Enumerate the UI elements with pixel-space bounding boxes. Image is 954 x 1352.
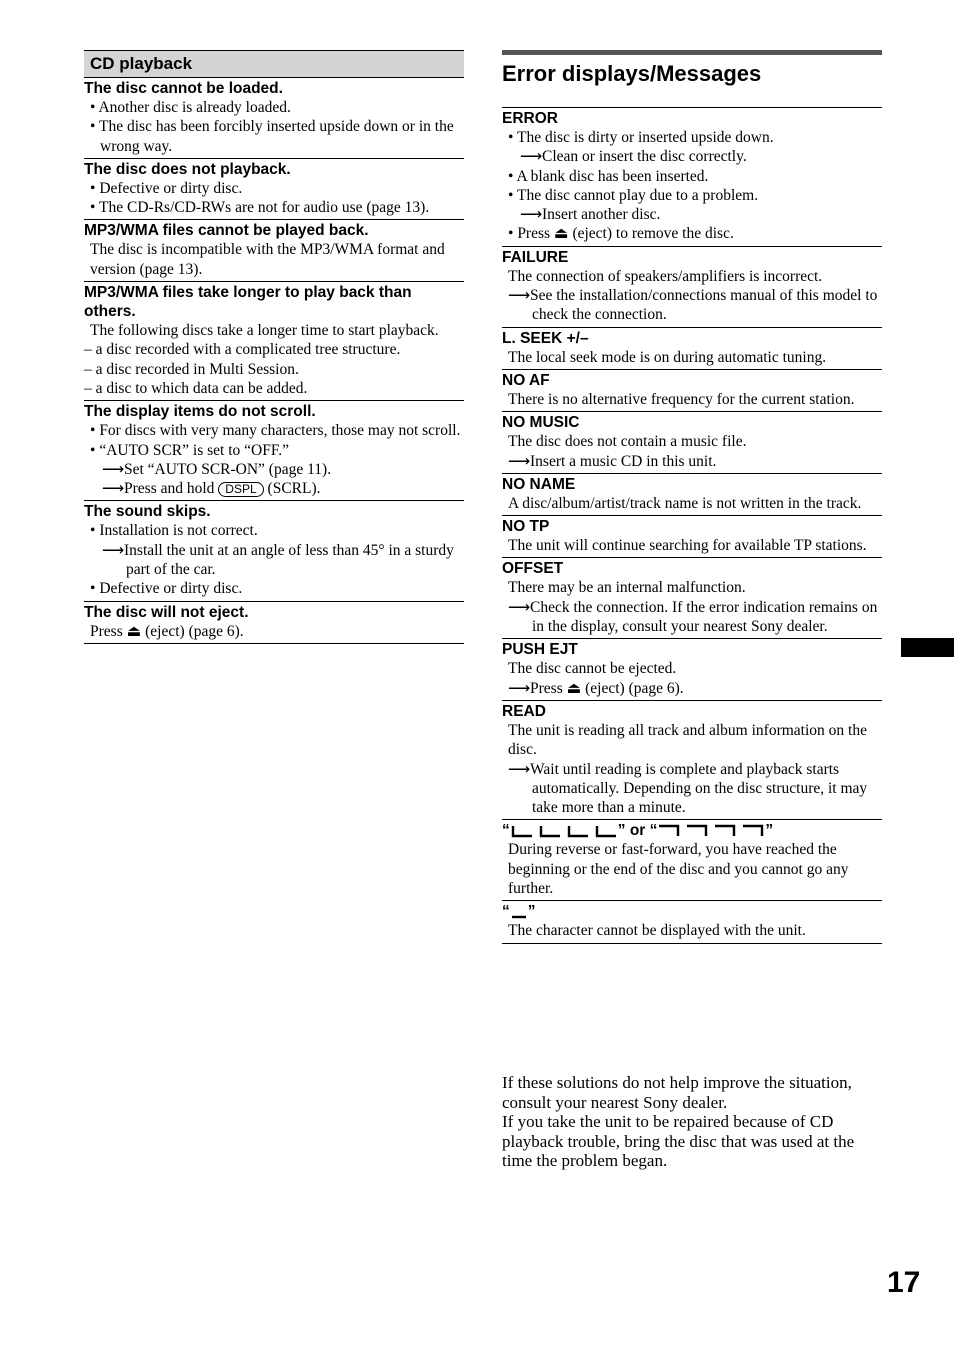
eject-icon: ⏏ <box>566 679 582 697</box>
arrow-item: ⟶Insert another disc. <box>520 206 661 224</box>
msg-text: The unit will continue searching for available TP stations. <box>508 537 867 555</box>
bullet: • For discs with very many characters, those may not scroll. <box>90 422 461 440</box>
msg-error <box>502 108 882 247</box>
side-tab-marker <box>901 638 954 657</box>
arrow-item: ⟶Set “AUTO SCR-ON” (page 11). <box>102 460 332 478</box>
underscore-segment-icon <box>510 905 528 919</box>
arrow-item: ⟶Install the unit at an angle of less than 45° in a sturdy part of the car. <box>102 541 454 579</box>
bullet: • The CD-Rs/CD-RWs are not for audio use (page 13). <box>90 199 430 217</box>
entry-text: Press ⏏ (eject) (page 6). <box>90 622 244 640</box>
msg-no-tp <box>502 516 882 558</box>
msg-text: There is no alternative frequency for the current station. <box>508 390 855 408</box>
bullet: • The disc has been forcibly inserted upside down or in the wrong way. <box>90 118 454 155</box>
footer-note <box>502 1073 887 1171</box>
arrow-item: ⟶Check the connection. If the error indication remains on in the display, consult your nearest Sony dealer. <box>508 598 878 636</box>
arrow-icon: ⟶ <box>102 541 125 559</box>
lower-segments-icon <box>510 824 618 838</box>
bullet: • The disc is dirty or inserted upside down. <box>508 129 774 146</box>
msg-text: The connection of speakers/amplifiers is incorrect. <box>508 267 823 285</box>
arrow-item: ⟶See the installation/connections manual of this model to check the connection. <box>508 287 878 324</box>
msg-no-name <box>502 474 882 516</box>
footer-paragraph: If you take the unit to be repaired because of CD playback trouble, bring the disc that was used at the time the problem began. <box>502 1112 855 1170</box>
msg-title: NO AF <box>502 371 550 389</box>
arrow-item: ⟶Press and hold DSPL (SCRL). <box>102 480 321 498</box>
entry-title: The disc does not playback. <box>84 160 291 178</box>
entry-title: MP3/WMA files take longer to play back than others. <box>84 284 412 321</box>
bullet: • A blank disc has been inserted. <box>508 167 709 185</box>
dspl-button-icon: DSPL <box>218 482 263 497</box>
msg-text: During reverse or fast-forward, you have reached the beginning or the end of the disc and you cannot go any further. <box>508 841 849 898</box>
title-rule <box>502 50 882 55</box>
bullet: • Defective or dirty disc. <box>90 179 243 197</box>
msg-title: NO MUSIC <box>502 414 580 432</box>
arrow-icon: ⟶ <box>520 148 543 166</box>
entry-disc-cannot-load <box>84 78 464 159</box>
msg-text: The character cannot be displayed with the unit. <box>508 922 806 940</box>
entry-text: The disc is incompatible with the MP3/WMA format and version (page 13). <box>90 241 445 278</box>
msg-title: ERROR <box>502 110 558 127</box>
arrow-icon: ⟶ <box>508 598 531 616</box>
msg-lseek <box>502 328 882 370</box>
cd-playback-column <box>84 50 464 644</box>
dash-item: – a disc recorded with a complicated tree structure. <box>84 341 401 359</box>
msg-no-music <box>502 412 882 474</box>
msg-title: L. SEEK +/– <box>502 329 589 347</box>
entry-title: MP3/WMA files cannot be played back. <box>84 222 369 240</box>
msg-title: NO NAME <box>502 475 576 493</box>
arrow-item: ⟶Wait until reading is complete and playback starts automatically. Depending on the disc structure, it may take more than a minute. <box>508 760 868 817</box>
msg-text: The local seek mode is on during automatic tuning. <box>508 348 827 366</box>
entry-mp3-cannot-play <box>84 220 464 282</box>
page-title: Error displays/Messages <box>502 60 882 108</box>
msg-push-ejt <box>502 639 882 701</box>
entry-sound-skips <box>84 501 464 601</box>
arrow-icon: ⟶ <box>102 460 125 478</box>
arrow-icon: ⟶ <box>508 760 531 778</box>
msg-offset <box>502 558 882 639</box>
msg-underscore <box>502 901 882 943</box>
page-number: 17 <box>887 1266 921 1299</box>
entry-no-eject <box>84 602 464 644</box>
arrow-item: ⟶Clean or insert the disc correctly. <box>520 148 747 166</box>
msg-title: READ <box>502 702 546 720</box>
bullet: • The disc cannot play due to a problem. <box>508 186 759 204</box>
dash-item: – a disc recorded in Multi Session. <box>84 360 299 378</box>
arrow-icon: ⟶ <box>508 679 531 697</box>
arrow-icon: ⟶ <box>508 452 531 470</box>
error-messages-column <box>502 50 882 944</box>
entry-title: The display items do not scroll. <box>84 403 316 421</box>
arrow-icon: ⟶ <box>508 287 531 305</box>
msg-text: There may be an internal malfunction. <box>508 579 746 597</box>
bullet: • Installation is not correct. <box>90 522 258 540</box>
msg-title: OFFSET <box>502 560 564 578</box>
section-title-cd-playback: CD playback <box>84 50 464 78</box>
msg-title: FAILURE <box>502 248 569 266</box>
msg-text: The disc cannot be ejected. <box>508 660 677 678</box>
bullet: • “AUTO SCR” is set to “OFF.” <box>90 441 289 459</box>
eject-icon: ⏏ <box>553 225 569 243</box>
arrow-item: ⟶Insert a music CD in this unit. <box>508 452 717 470</box>
msg-failure <box>502 247 882 328</box>
entry-title: The disc will not eject. <box>84 603 249 621</box>
entry-disc-no-playback <box>84 159 464 221</box>
msg-text: A disc/album/artist/track name is not written in the track. <box>508 494 862 512</box>
msg-read <box>502 701 882 820</box>
msg-no-af <box>502 370 882 412</box>
entry-title: The disc cannot be loaded. <box>84 80 283 97</box>
footer-paragraph: If these solutions do not help improve the situation, consult your nearest Sony dealer. <box>502 1073 852 1112</box>
msg-text: The disc does not contain a music file. <box>508 433 747 451</box>
eject-icon: ⏏ <box>126 622 142 640</box>
arrow-item: ⟶Press ⏏ (eject) (page 6). <box>508 679 684 697</box>
msg-title: NO TP <box>502 518 550 536</box>
arrow-icon: ⟶ <box>520 206 543 224</box>
dash-item: – a disc to which data can be added. <box>84 379 308 397</box>
entry-mp3-longer <box>84 282 464 401</box>
msg-title: PUSH EJT <box>502 641 578 659</box>
entry-text: The following discs take a longer time to start playback. <box>90 322 439 340</box>
bullet: • Defective or dirty disc. <box>90 580 243 598</box>
msg-title: “ ” or “ ” <box>502 822 774 840</box>
msg-text: The unit is reading all track and album information on the disc. <box>508 721 867 759</box>
msg-segments <box>502 820 882 901</box>
upper-segments-icon <box>657 824 765 838</box>
entry-title: The sound skips. <box>84 503 211 521</box>
entry-no-scroll <box>84 401 464 501</box>
bullet: • Press ⏏ (eject) to remove the disc. <box>508 225 734 243</box>
arrow-icon: ⟶ <box>102 480 125 498</box>
bullet: • Another disc is already loaded. <box>90 99 291 116</box>
msg-title: “ ” <box>502 903 536 921</box>
